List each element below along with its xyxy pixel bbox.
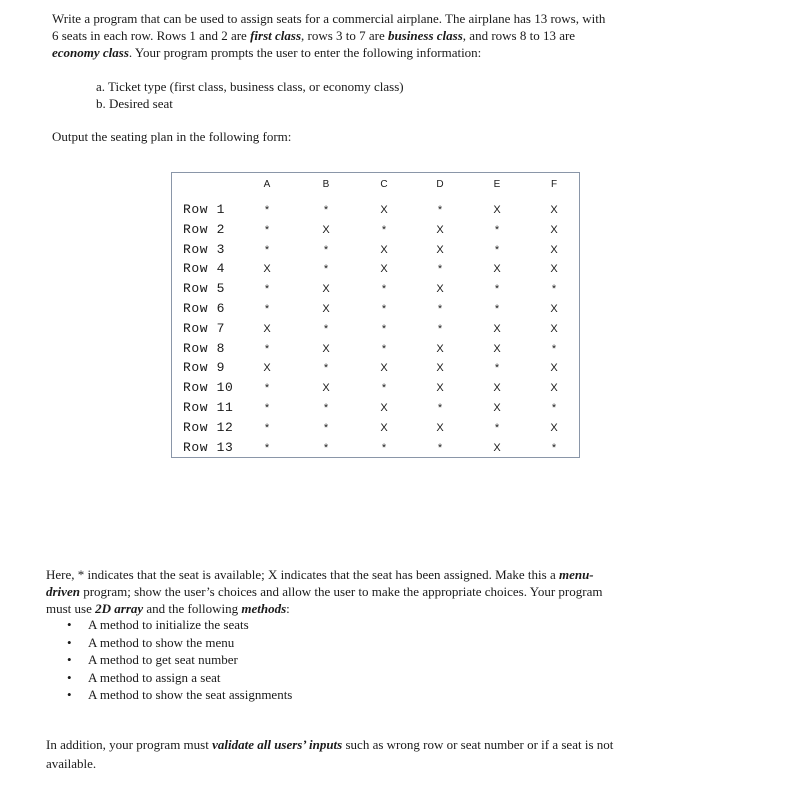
validation-text-1: In addition, your program must [46, 737, 213, 752]
seat-cell: X [436, 223, 444, 236]
seat-cell: * [381, 342, 387, 355]
row-label: Row 13 [183, 439, 234, 455]
seat-cell: * [323, 322, 329, 335]
intro-text-3: , and rows 8 to 13 are [462, 28, 576, 43]
column-header-d: D [436, 179, 444, 190]
row-label: Row 12 [183, 419, 234, 435]
seat-cell: X [322, 303, 330, 315]
seat-cell: * [323, 402, 329, 414]
row-label: Row 1 [183, 202, 226, 217]
seat-cell: * [437, 441, 443, 454]
seat-cell: * [323, 263, 329, 276]
validation-paragraph [46, 735, 626, 773]
seat-cell: * [437, 322, 443, 335]
seat-cell: X [493, 441, 501, 454]
seat-cell: * [551, 342, 557, 355]
column-header-e: E [493, 179, 501, 190]
seat-cell: X [436, 342, 444, 355]
seat-cell: X [380, 402, 388, 414]
intro-text-1: Write a program that can be used to assign seats for a commercial airplane. The airplane has 13 rows, with 6 seats in each row. Rows 1 and 2 are [52, 11, 606, 43]
business-class-emphasis: business class [388, 28, 463, 43]
seat-cell: X [493, 204, 501, 216]
seat-cell: * [551, 441, 557, 454]
seat-cell: X [380, 263, 388, 276]
seat-cell: * [264, 421, 270, 434]
seat-cell: X [263, 362, 271, 375]
intro-paragraph [52, 10, 612, 61]
seat-cell: X [436, 362, 444, 375]
list-item [62, 686, 292, 704]
method-text: A method to initialize the seats [88, 617, 249, 632]
seat-cell: * [437, 402, 443, 414]
seat-cell: * [323, 362, 329, 375]
seat-cell: * [494, 223, 500, 236]
seat-cell: X [550, 243, 558, 256]
seat-cell: X [322, 283, 330, 296]
seat-cell: * [381, 303, 387, 315]
seat-cell: X [550, 382, 558, 395]
method-text: A method to show the menu [88, 634, 235, 650]
column-header-c: C [380, 179, 388, 190]
seat-cell: * [494, 283, 500, 296]
seat-cell: * [494, 303, 500, 315]
seat-cell: * [381, 382, 387, 395]
seat-cell: X [493, 342, 501, 355]
list-item [62, 634, 292, 652]
seating-plan-table [171, 172, 580, 458]
row-label: Row 11 [183, 400, 234, 415]
column-header-b: B [322, 179, 330, 190]
legend-text-1: Here, * indicates that the seat is available; X indicates that the seat has been assigned. Make this a [46, 567, 559, 582]
2d-array-emphasis: 2D array [95, 601, 144, 616]
bullet-icon: • [67, 652, 72, 667]
row-label: Row 10 [183, 380, 234, 396]
seat-cell: * [551, 402, 557, 414]
seat-cell: * [264, 441, 270, 454]
legend-text-2: program; show the user’s choices and allow the user to make the appropriate choices. Your program must use [46, 584, 603, 616]
seat-cell: * [264, 204, 270, 216]
legend-paragraph [46, 566, 606, 617]
output-intro: Output the seating plan in the following form: [52, 129, 292, 144]
seat-cell: * [494, 243, 500, 256]
intro-text-2: , rows 3 to 7 are [301, 28, 389, 43]
menu-driven-emphasis: menu-driven [46, 567, 594, 599]
methods-emphasis: methods [241, 601, 287, 616]
seat-cell: X [436, 243, 444, 256]
row-label: Row 4 [183, 261, 226, 277]
seat-cell: X [550, 421, 558, 434]
row-label: Row 9 [183, 360, 226, 376]
economy-class-emphasis: economy class [52, 45, 129, 60]
seat-cell: X [436, 382, 444, 395]
seat-cell: * [323, 243, 329, 256]
method-text: A method to show the seat assignments [88, 687, 293, 702]
row-label: Row 6 [183, 301, 226, 316]
bullet-icon: • [67, 634, 72, 650]
seat-cell: * [264, 243, 270, 256]
methods-list [62, 616, 292, 704]
seat-cell: X [380, 243, 388, 256]
seat-cell: * [494, 421, 500, 434]
seat-cell: * [323, 204, 329, 216]
seat-cell: * [264, 283, 270, 296]
bullet-icon: • [67, 617, 72, 632]
item-desired-seat: b. Desired seat [96, 96, 173, 111]
row-label: Row 2 [183, 221, 226, 237]
seat-cell: * [264, 223, 270, 236]
seat-cell: X [493, 402, 501, 414]
column-header-a: A [263, 179, 271, 190]
list-item [62, 616, 292, 634]
seat-cell: * [494, 362, 500, 375]
validate-emphasis: validate all users’ inputs [212, 737, 343, 752]
first-class-emphasis: first class [250, 28, 301, 43]
seat-cell: * [437, 303, 443, 315]
seat-cell: * [264, 402, 270, 414]
seat-cell: X [380, 204, 388, 216]
seat-cell: * [323, 441, 329, 454]
seat-cell: X [550, 322, 558, 335]
seat-cell: X [436, 283, 444, 296]
seat-cell: * [381, 223, 387, 236]
seat-cell: X [550, 204, 558, 216]
seat-cell: * [323, 421, 329, 434]
row-label: Row 7 [183, 320, 226, 336]
seat-cell: * [381, 322, 387, 335]
seat-cell: X [493, 382, 501, 395]
seat-cell: * [264, 342, 270, 355]
bullet-icon: • [67, 669, 72, 685]
item-ticket-type: a. Ticket type (first class, business class, or economy class) [96, 79, 404, 94]
seat-cell: X [493, 263, 501, 276]
seat-cell: X [263, 322, 271, 335]
seat-cell: X [380, 421, 388, 434]
seat-cell: * [551, 283, 557, 296]
seat-cell: * [381, 283, 387, 296]
seat-cell: X [322, 342, 330, 355]
seat-cell: * [437, 263, 443, 276]
method-text: A method to get seat number [88, 652, 238, 667]
column-header-f: F [550, 179, 558, 190]
seat-cell: X [550, 223, 558, 236]
seat-cell: X [380, 362, 388, 375]
method-text: A method to assign a seat [88, 669, 221, 685]
seat-cell: X [550, 263, 558, 276]
bullet-icon: • [67, 687, 72, 702]
seat-cell: X [550, 303, 558, 315]
legend-text-3: and the following [143, 601, 242, 616]
seat-cell: X [322, 382, 330, 395]
seat-cell: X [493, 322, 501, 335]
list-item [62, 669, 292, 687]
seat-cell: * [381, 441, 387, 454]
row-label: Row 3 [183, 241, 226, 257]
seat-cell: * [264, 303, 270, 315]
seat-cell: X [550, 362, 558, 375]
seat-cell: X [263, 263, 271, 276]
seat-cell: * [264, 382, 270, 395]
row-label: Row 8 [183, 340, 226, 356]
legend-text-4: : [286, 601, 290, 616]
row-label: Row 5 [183, 281, 226, 297]
seat-cell: X [322, 223, 330, 236]
list-item [62, 651, 292, 669]
validation-text-2: such as wrong row or seat number or if a seat is not available. [46, 737, 614, 771]
seat-cell: * [437, 204, 443, 216]
intro-text-4: . Your program prompts the user to enter the following information: [128, 45, 482, 60]
seat-cell: X [436, 421, 444, 434]
